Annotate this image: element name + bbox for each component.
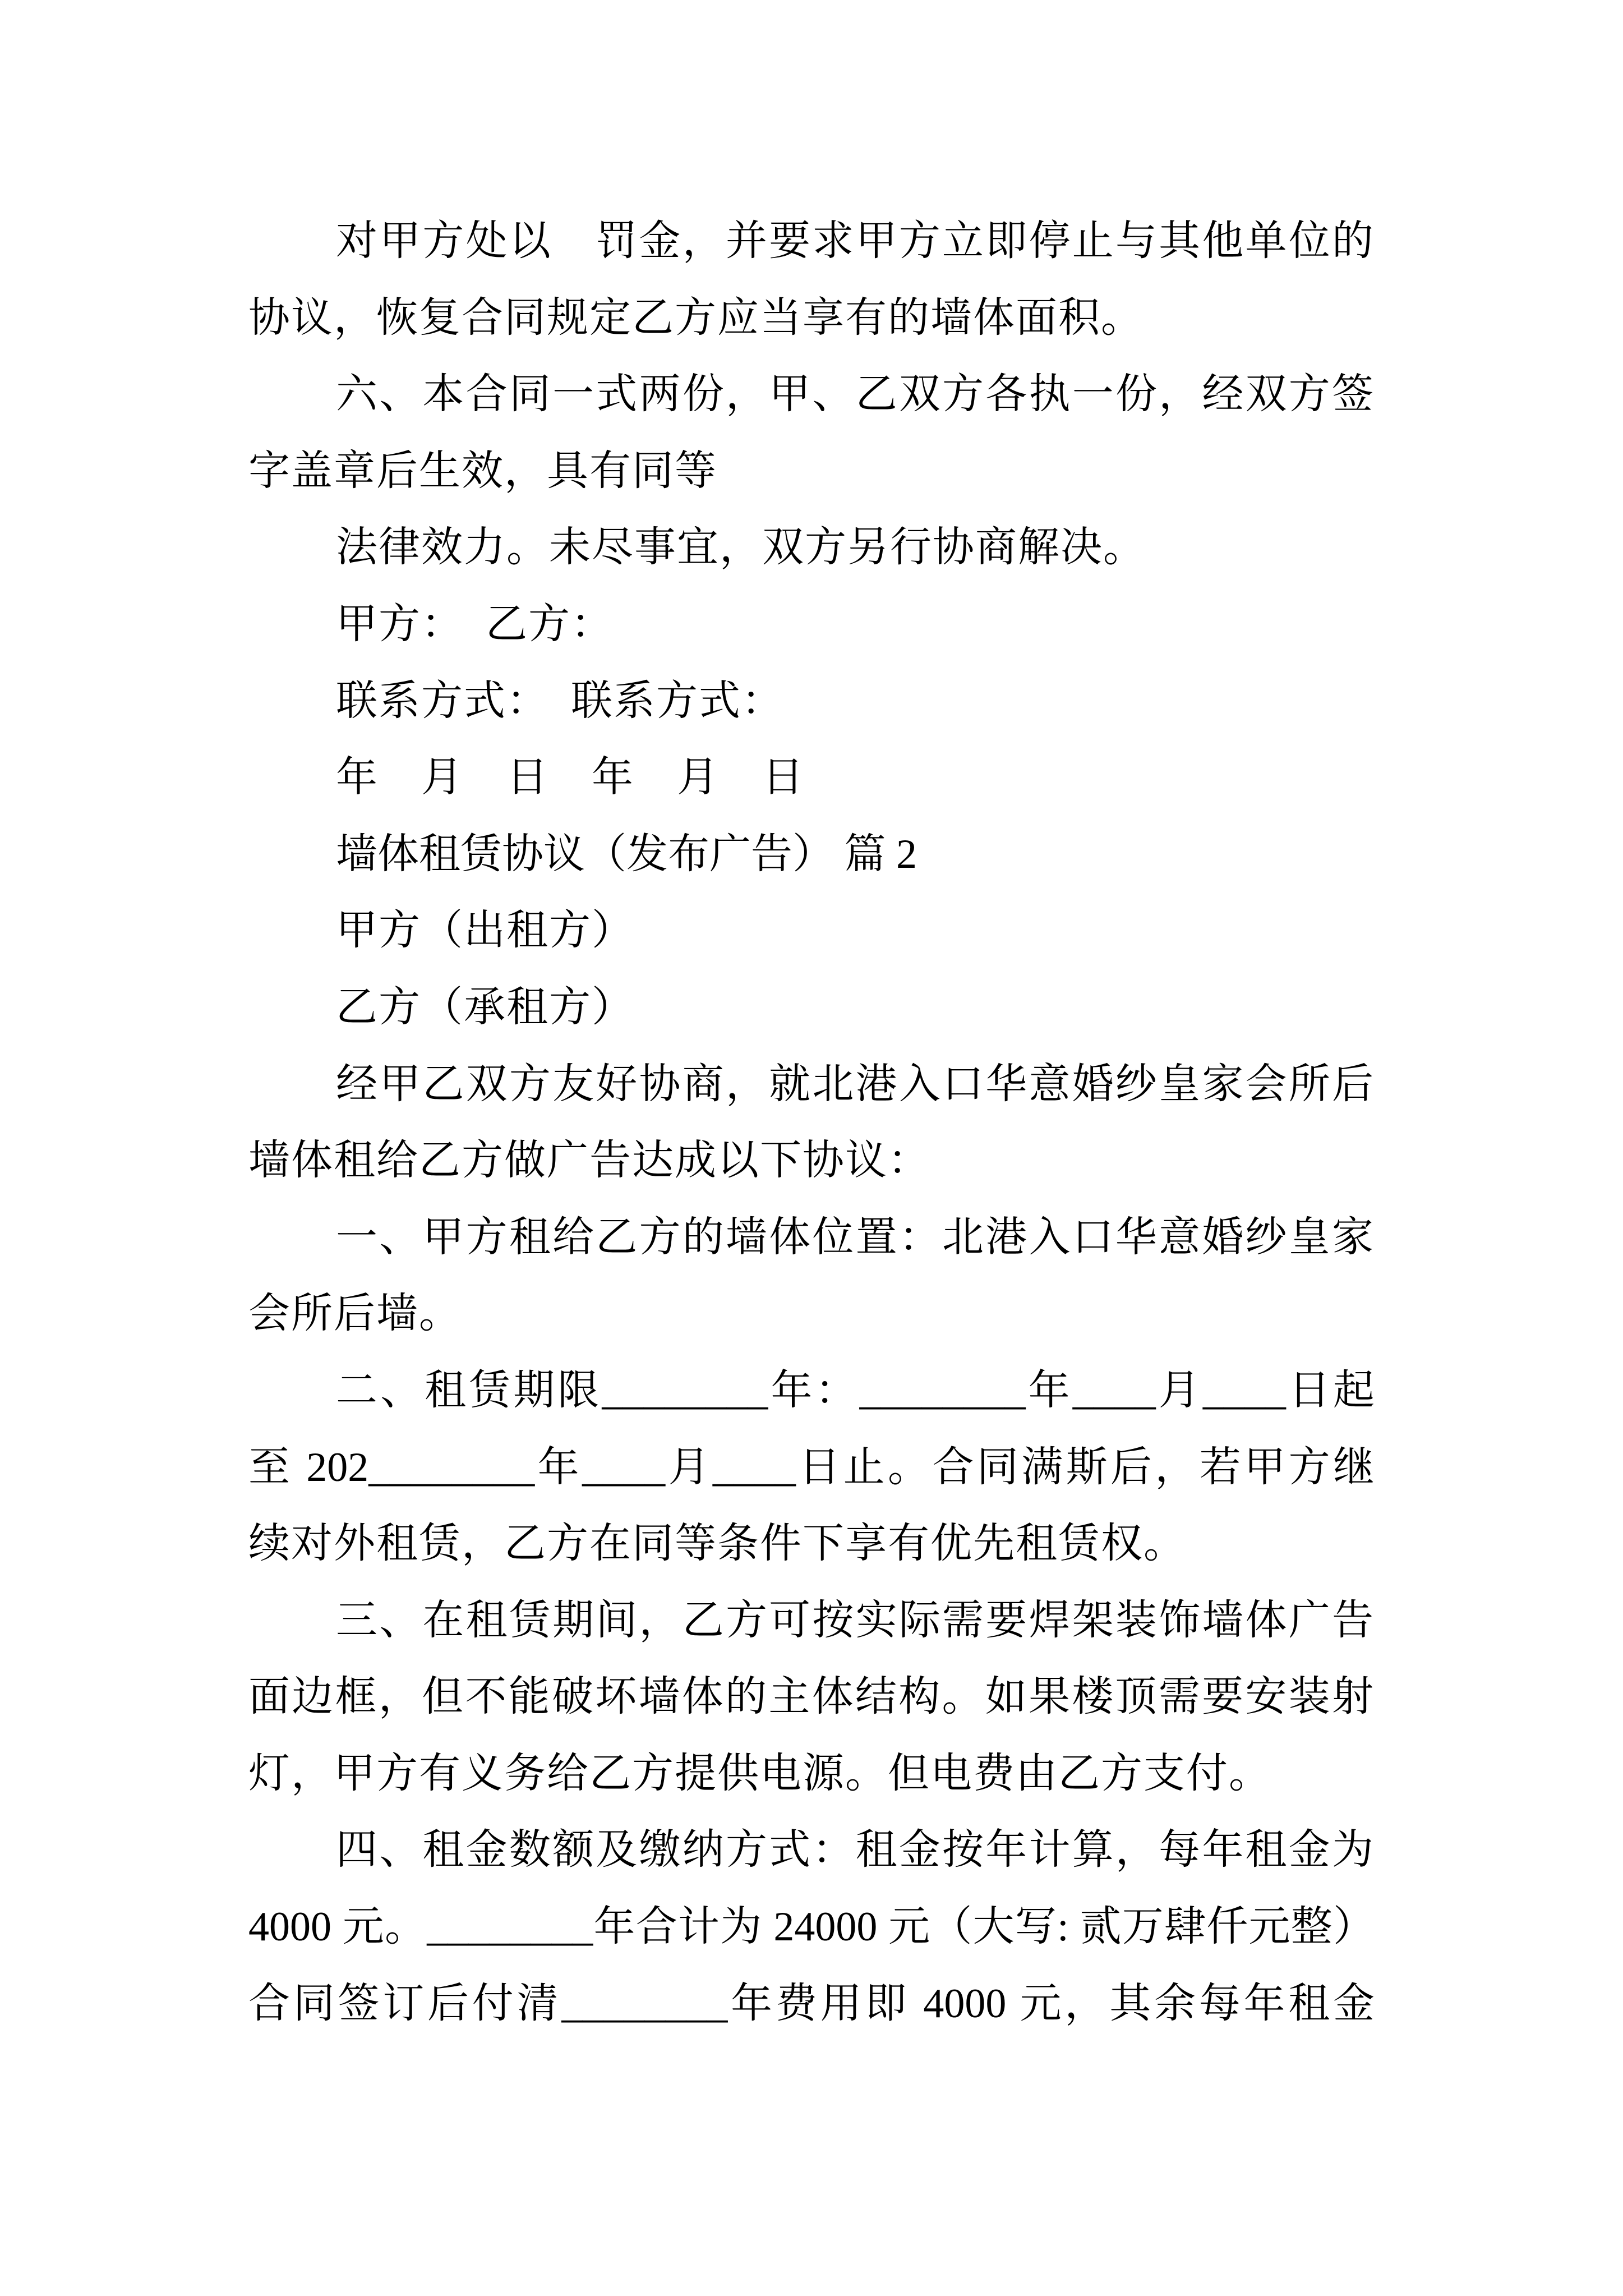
penalty-clause-line-end: 协议，恢复合同规定乙方应当享有的墙体面积。 xyxy=(248,295,1144,341)
clause-three-line: 三、在租赁期间，乙方可按实际需要焊架装饰墙体广告 xyxy=(336,1597,1375,1644)
section-title: 墙体租赁协议（发布广告） 篇 2 xyxy=(336,831,917,877)
penalty-clause-line: 对甲方处以 罚金，并要求甲方立即停止与其他单位的 xyxy=(336,218,1375,264)
clause-six-line: 六、本合同一式两份，甲、乙双方各执一份，经双方签 xyxy=(336,371,1375,418)
clause-six-line-cont: 字盖章后生效，具有同等 xyxy=(248,448,717,494)
preamble-line-end: 墙体租给乙方做广告达成以下协议： xyxy=(248,1138,930,1184)
preamble-line: 经甲乙双方友好协商，就北港入口华意婚纱皇家会所后 xyxy=(336,1061,1375,1107)
clause-two-line-end: 续对外租赁，乙方在同等条件下享有优先租赁权。 xyxy=(248,1521,1186,1567)
clause-four-line-cont-2: 合同签订后付清________年费用即 4000 元，其余每年租金 xyxy=(248,1980,1375,2027)
date-line: 年 月 日 年 月 日 xyxy=(336,754,805,801)
clause-two-line-cont: 至 202________年____月____日止。合同满斯后，若甲方继 xyxy=(248,1444,1375,1490)
contact-line: 联系方式： 联系方式： xyxy=(336,678,784,724)
clause-one-line: 一、甲方租给乙方的墙体位置：北港入口华意婚纱皇家 xyxy=(336,1214,1375,1260)
clause-four-line: 四、租金数额及缴纳方式：租金按年计算，每年租金为 xyxy=(336,1827,1375,1874)
clause-three-line-end: 灯，甲方有义务给乙方提供电源。但电费由乙方支付。 xyxy=(248,1750,1271,1797)
clause-one-line-end: 会所后墙。 xyxy=(248,1291,462,1337)
clause-two-line: 二、租赁期限________年：________年____月____日起 xyxy=(336,1367,1375,1414)
clause-six-line-end: 法律效力。未尽事宜，双方另行协商解决。 xyxy=(336,524,1146,571)
party-signature-line: 甲方： 乙方： xyxy=(336,601,614,647)
party-a-line: 甲方（出租方） xyxy=(336,908,634,954)
party-b-line: 乙方（承租方） xyxy=(336,984,634,1030)
document-body xyxy=(248,203,1375,2042)
clause-four-line-cont: 4000 元。________年合计为 24000 元（大写: 贰万肆仟元整） xyxy=(248,1904,1375,1950)
clause-three-line-cont: 面边框，但不能破坏墙体的主体结构。如果楼顶需要安装射 xyxy=(248,1674,1375,1720)
